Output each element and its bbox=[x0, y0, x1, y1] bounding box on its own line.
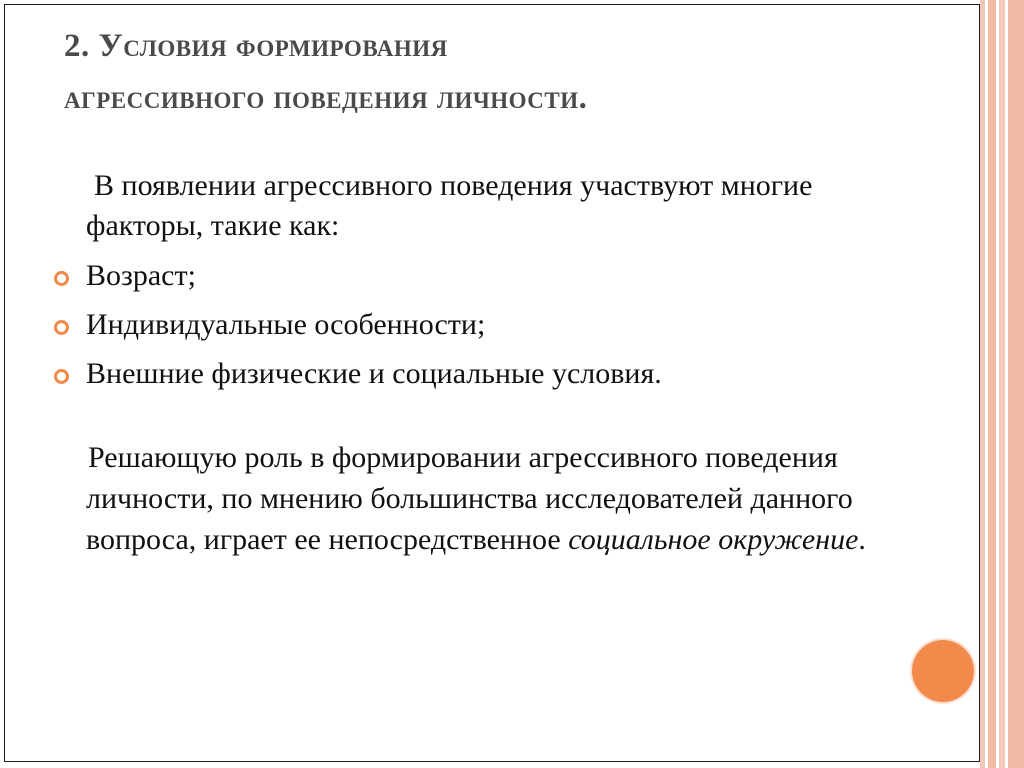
closing-period: . bbox=[858, 523, 866, 556]
title-line-1: 2. Условия формирования bbox=[64, 28, 448, 64]
bullet-circle-icon bbox=[54, 320, 69, 335]
list-item-text: Внешние физические и социальные условия. bbox=[86, 357, 662, 390]
slide-body bbox=[48, 166, 888, 560]
closing-paragraph bbox=[86, 437, 888, 560]
list-item bbox=[48, 306, 888, 344]
list-item-text: Возраст; bbox=[86, 259, 196, 292]
intro-paragraph: В появлении агрессивного поведения участвуют многие факторы, такие как: bbox=[86, 169, 813, 242]
list-item bbox=[48, 257, 888, 295]
list-item bbox=[48, 355, 888, 393]
list-item-text: Индивидуальные особенности; bbox=[86, 308, 486, 341]
bullet-circle-icon bbox=[54, 369, 69, 384]
closing-emphasis: социальное окружение bbox=[568, 523, 859, 556]
bullet-circle-icon bbox=[54, 271, 69, 286]
closing-text: Решающую роль в формировании агрессивного поведения личности, по мнению большинства исследователей данного вопроса, играет ее непосредственное bbox=[86, 441, 853, 556]
slide-title bbox=[64, 20, 924, 124]
decorative-circle-icon bbox=[912, 640, 974, 702]
factor-list bbox=[48, 257, 888, 393]
title-line-2: агрессивного поведения личности. bbox=[64, 80, 588, 116]
decorative-stripes bbox=[980, 0, 1024, 768]
